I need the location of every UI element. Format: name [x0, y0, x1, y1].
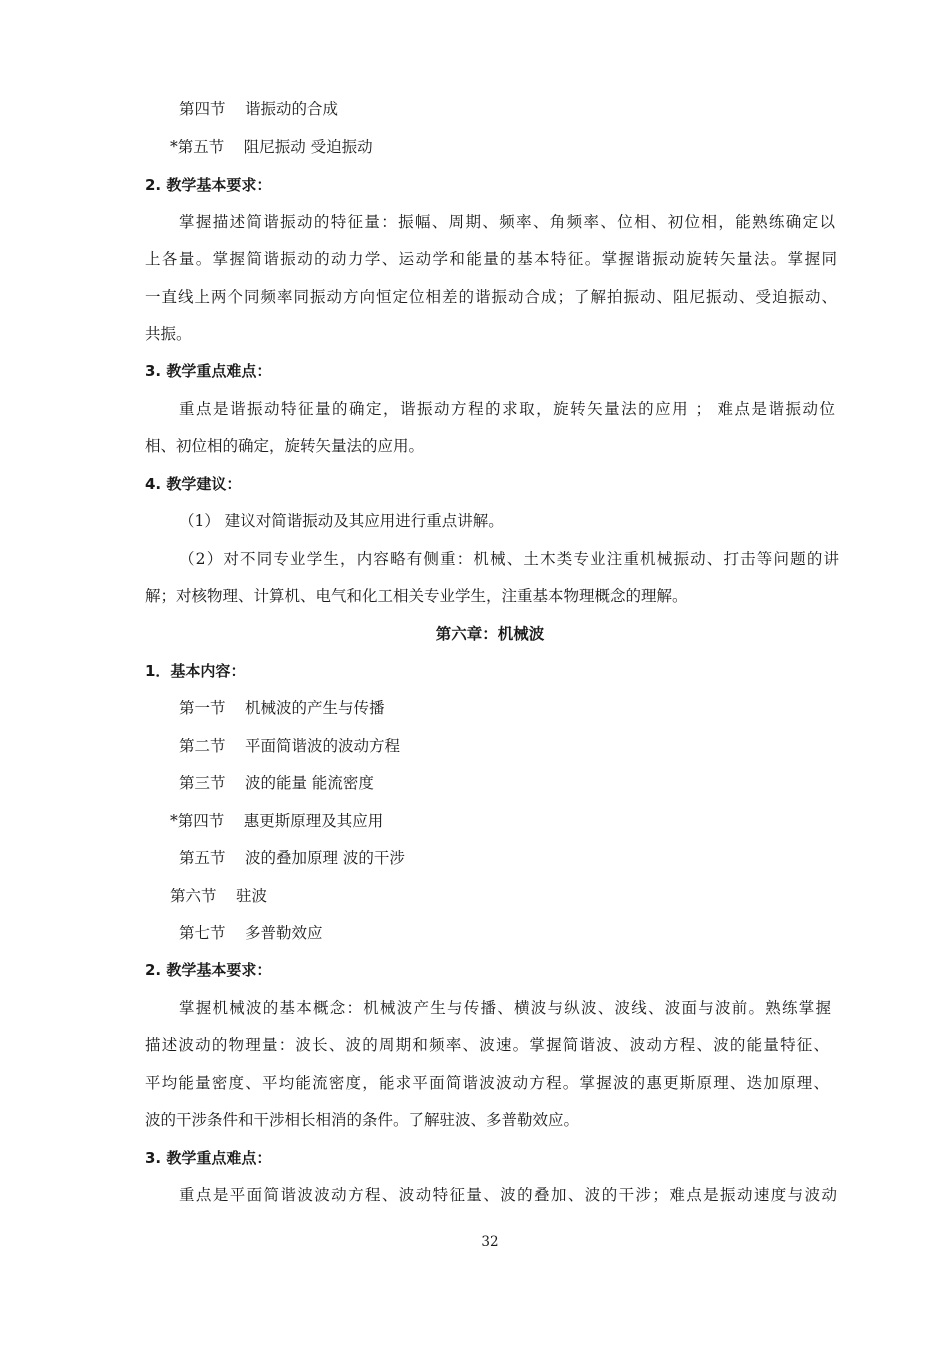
section-number: 第一节: [179, 699, 226, 717]
section-item: [170, 137, 870, 157]
paragraph-line: 上各量。掌握简谐振动的动力学、运动学和能量的基本特征。掌握谐振动旋转矢量法。掌握同: [145, 250, 837, 268]
section-number: 第五节: [177, 138, 225, 156]
optional-marker: *: [170, 138, 178, 156]
section-number: 第四节: [179, 100, 226, 118]
section-title: 波的叠加原理 波的干涉: [245, 849, 405, 867]
section-title: 惠更斯原理及其应用: [243, 812, 384, 830]
paragraph-line: 平均能量密度、平均能流密度，能求平面简谐波波动方程。掌握波的惠更斯原理、迭加原理、: [145, 1074, 829, 1092]
section-item: [170, 886, 870, 906]
paragraph-line: 解；对核物理、计算机、电气和化工相关专业学生，注重基本物理概念的理解。: [145, 587, 688, 605]
paragraph-line: 一直线上两个同频率同振动方向恒定位相差的谐振动合成；了解拍振动、阻尼振动、受迫振动、: [145, 288, 837, 306]
section-heading: 1．基本内容：: [145, 662, 246, 680]
section-title: 阻尼振动 受迫振动: [243, 138, 373, 156]
section-title: 机械波的产生与传播: [245, 699, 385, 717]
paragraph-line: 重点是平面简谐波波动方程、波动特征量、波的叠加、波的干涉；难点是振动速度与波动: [179, 1186, 837, 1204]
section-title: 多普勒效应: [245, 924, 323, 942]
section-item: [179, 698, 879, 718]
section-number: 第七节: [179, 924, 226, 942]
paragraph-line: 相、初位相的确定，旋转矢量法的应用。: [145, 437, 425, 455]
section-heading: 2. 教学基本要求：: [145, 961, 272, 979]
section-number: 第六节: [170, 887, 217, 905]
section-title: 波的能量 能流密度: [245, 774, 374, 792]
section-title: 谐振动的合成: [245, 100, 339, 118]
paragraph-line: 共振。: [145, 325, 192, 343]
section-heading: 3. 教学重点难点：: [145, 1149, 272, 1167]
section-heading: 3. 教学重点难点：: [145, 362, 272, 380]
section-item: [179, 773, 879, 793]
paragraph-line: 掌握描述简谐振动的特征量：振幅、周期、频率、角频率、位相、初位相，能熟练确定以: [179, 213, 835, 231]
section-number: 第三节: [179, 774, 226, 792]
paragraph-line: （1） 建议对简谐振动及其应用进行重点讲解。: [179, 512, 504, 530]
section-item: [179, 99, 879, 119]
section-title: 驻波: [236, 887, 268, 905]
section-heading: 4. 教学建议：: [145, 475, 242, 493]
chapter-title: 第六章：机械波: [435, 625, 545, 643]
section-item: [179, 848, 879, 868]
section-number: 第四节: [177, 812, 225, 830]
paragraph-line: 描述波动的物理量：波长、波的周期和频率、波速。掌握简谐波、波动方程、波的能量特征、: [145, 1036, 829, 1054]
section-heading: 2. 教学基本要求：: [145, 176, 272, 194]
section-number: 第二节: [179, 737, 226, 755]
paragraph-line: 掌握机械波的基本概念：机械波产生与传播、横波与纵波、波线、波面与波前。熟练掌握: [179, 999, 831, 1017]
section-number: 第五节: [179, 849, 226, 867]
paragraph-line: （2）对不同专业学生，内容略有侧重：机械、土木类专业注重机械振动、打击等问题的讲: [179, 550, 839, 568]
section-item: [179, 923, 879, 943]
page-number: 32: [481, 1234, 499, 1250]
paragraph-line: 重点是谐振动特征量的确定，谐振动方程的求取，旋转矢量法的应用 ； 难点是谐振动位: [179, 400, 835, 418]
section-item: [179, 736, 879, 756]
section-item: [170, 811, 870, 831]
optional-marker: *: [170, 812, 178, 830]
section-title: 平面简谐波的波动方程: [245, 737, 401, 755]
paragraph-line: 波的干涉条件和干涉相长相消的条件。了解驻波、多普勒效应。: [145, 1111, 580, 1129]
